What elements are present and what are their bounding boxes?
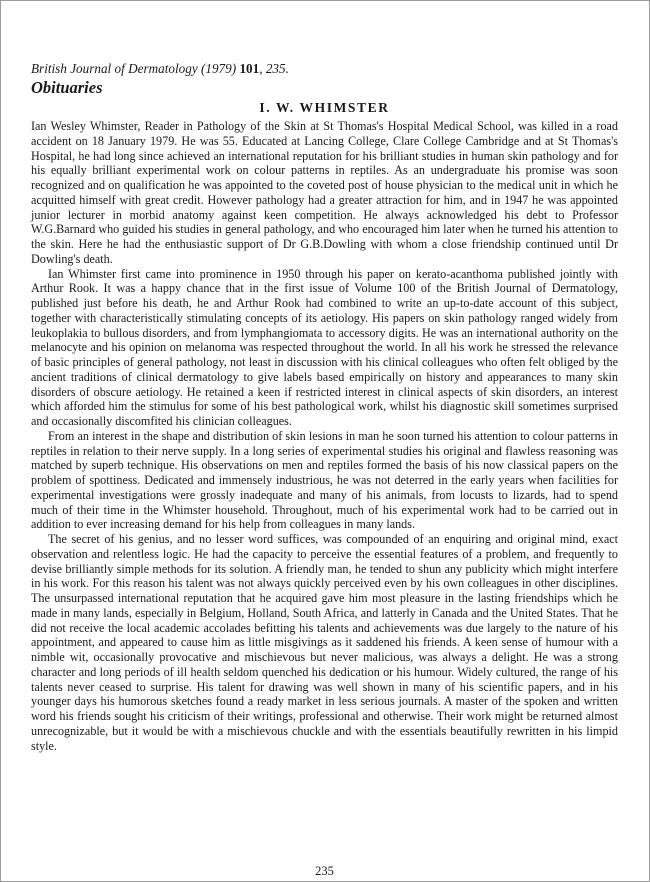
paragraph: Ian Wesley Whimster, Reader in Pathology of the Skin at St Thomas's Hospital Medical School, was killed in a road accident on 18 January 1979. He was 55. Educated at Lancing College, Clare College Cambridge and at St Thomas's Hospital, he had long since achieved an international reputation for his brilliant studies in human skin pathology and for his equally brilliant experimental work on colour patterns in reptiles. As an undergraduate his promise was soon recognized and on qualification he was appointed to the coveted post of house physician to the medical unit in which he acquitted himself with great credit. However pathology had a greater attraction for him, and in 1947 he was appointed junior lecturer in morbid anatomy against keen competition. He always acknowledged his debt to Professor W.G.Barnard who guided his studies in general pathology, and who encouraged him later when he turned his attention to the skin. Here he had the enthusiastic support of Dr G.B.Dowling with whom a close friendship continued until Dr Dowling's death. <box>31 119 618 266</box>
paragraph: From an interest in the shape and distribution of skin lesions in man he soon turned his attention to colour patterns in reptiles in relation to their nerve supply. In a long series of experimental studies his original and flawless reasoning was matched by superb technique. His observations on men and reptiles formed the basis of his now classical papers on the problem of spottiness. Dedicated and immensely industrious, he was not deterred in the early years when facilities for experimental investigations were grossly inadequate and many of his animals, from locusts to lizards, had to spend much of their time in the Whimster household. Throughout, much of his experimental work had to be carried out in addition to ever increasing demand for his help from colleagues in many lands. <box>31 428 618 532</box>
journal-volume: 101 <box>239 61 260 76</box>
paragraph: Ian Whimster first came into prominence in 1950 through his paper on kerato-acanthoma published jointly with Arthur Rook. It was a happy chance that in the first issue of Volume 100 of the British Journal of Dermatology, published just before his death, he and Arthur Rook had combined to write an up-to-date account of this subject, together with characteristically stimulating concepts of its aetiology. His papers on skin pathology ranged widely from leukoplakia to bullous disorders, and from lymphangiomata to accessory digits. He was an international authority on the melanocyte and his opinion on melanoma was respected throughout the world. In all his work he stressed the relevance of basic principles of general pathology, not least in discussion with his clinical colleagues who often felt obliged by the ancient traditions of clinical dermatology to give labels based empirically on history and appearances to many skin disorders of obscure aetiology. He retained a keen if restricted interest in clinical aspects of skin disorders, an interest which afforded him the stimulus for some of his best pathological work, whilst his diagnostic skill sometimes surprised and occasionally discomfited his clinician colleagues. <box>31 266 618 428</box>
obituary-body <box>31 119 618 753</box>
journal-name: British Journal of Dermatology <box>31 61 198 76</box>
section-title: Obituaries <box>31 78 103 97</box>
obituary-name-heading: I. W. WHIMSTER <box>259 100 390 115</box>
document-page <box>31 60 618 878</box>
journal-citation: British Journal of Dermatology (1979) 101, 235. <box>31 61 289 76</box>
paragraph: The secret of his genius, and no lesser word suffices, was compounded of an enquiring and original mind, exact observation and relentless logic. He had the capacity to perceive the essential features of a problem, and frequently to devise brilliantly simple methods for its solution. A friendly man, he tended to shun any publicity which might interfere in his work. For this reason his talent was not always quickly perceived even by his own colleagues in other disciplines. The unsurpassed international reputation that he acquired gave him most pleasure in the lasting friendships which he made in many lands, especially in Belgium, Holland, South Africa, and latterly in Canada and the United States. That he did not receive the local academic accolades befitting his talents and achievements was due largely to the nature of his appointment, and appeared to cause him as little misgivings as it saddened his friends. A keen sense of humour with a nimble wit, occasionally provocative and mischievous but never malicious, was always a delight. He was a strong character and long periods of ill health seldom quenched his dedication or his humour. Widely cultured, the range of his talents never ceased to surprise. His talent for drawing was well shown in many of his scientific papers, and in his younger days his humorous sketches found a ready market in less serious journals. A master of the spoken and written word his friends sought his criticism of their writings, professional and otherwise. Their work might be returned almost unrecognizable, but it would be with a mischievous chuckle and with the essentials beautifully rewritten in his limpid style. <box>31 532 618 753</box>
page-number: 235 <box>315 864 334 878</box>
journal-year: (1979) <box>200 61 237 76</box>
journal-page: 235. <box>265 61 289 76</box>
